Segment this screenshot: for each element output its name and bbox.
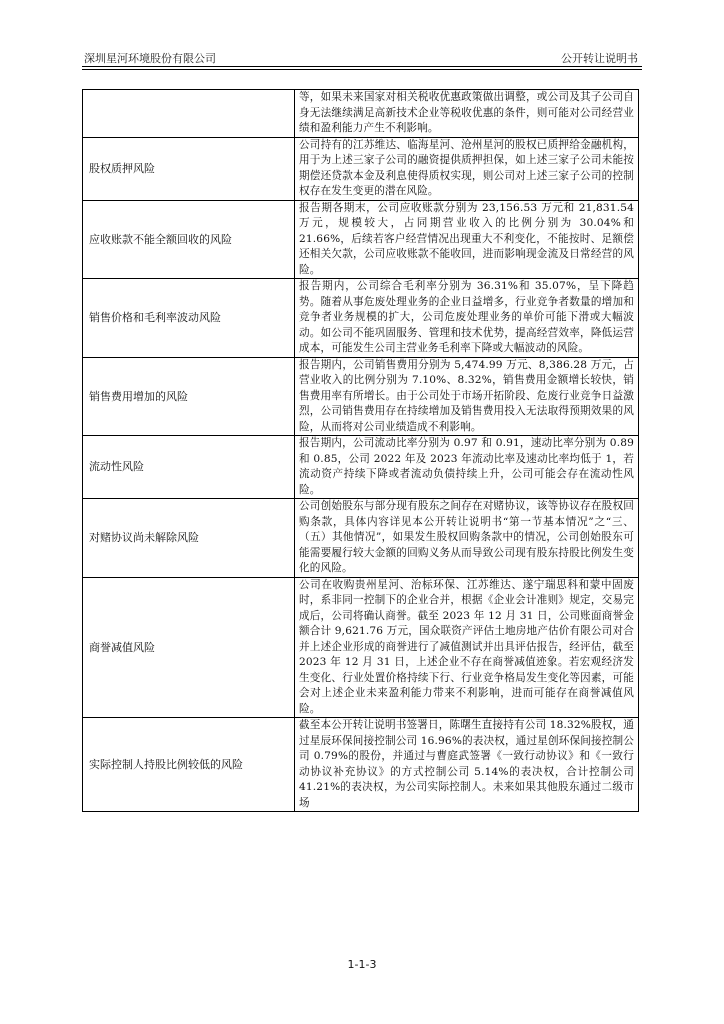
table-row xyxy=(83,90,639,138)
risk-name-cell: 对赌协议尚未解除风险 xyxy=(83,499,295,578)
risk-description-cell: 报告期内，公司流动比率分别为 0.97 和 0.91，速动比率分别为 0.89 和 0.85，公司 2022 年及 2023 年流动比率及速动比率均低于 1，若流动资产持续下降或者流动负债持续上升，公司可能会存在流动性风险。 xyxy=(295,436,639,499)
table-row xyxy=(83,279,639,358)
risk-description-cell: 报告期内，公司综合毛利率分别为 36.31%和 35.07%，呈下降趋势。随着从事危废处理业务的企业日益增多，行业竞争者数量的增加和竞争者业务规模的扩大，公司危废处理业务的单价可能下滑或大幅波动。如公司不能巩固服务、管理和技术优势，提高经营效率，降低运营成本，可能发生公司主营业务毛利率下降或大幅波动的风险。 xyxy=(295,279,639,358)
risk-description-cell: 等，如果未来国家对相关税收优惠政策做出调整，或公司及其子公司自身无法继续满足高新技术企业等税收优惠的条件，则可能对公司经营业绩和盈利能力产生不利影响。 xyxy=(295,90,639,138)
risk-factor-table xyxy=(82,89,639,812)
risk-description-cell: 公司在收购贵州星河、治标环保、江苏维达、遂宁瑞思科和蒙中固废时，系非同一控制下的企业合并，根据《企业会计准则》规定，交易完成后，公司将确认商誉。截至 2023 年 12 月 31 日，公司账面商誉金额合计 9,621.76 万元，国众联资产评估土地房地产估价有限公司对合并上述企业形成的商誉进行了减值测试并出具评估报告，经评估，截至 2023 年 12 月 31 日，上述企业不存在商誉减值迹象。若宏观经济发生变化、行业处置价格持续下行、行业竞争格局发生变化等因素，可能会对上述企业未来盈利能力带来不利影响，进而可能存在商誉减值风险。 xyxy=(295,577,639,718)
risk-description-cell: 截至本公开转让说明书签署日，陈曙生直接持有公司 18.32%股权，通过星辰环保间接控制公司 16.96%的表决权，通过星创环保间接控制公司 0.79%的股份，并通过与曹庭武签署《一致行动协议》和《一致行动协议补充协议》的方式控制公司 5.14%的表决权，合计控制公司 41.21%的表决权，为公司实际控制人。未来如果其他股东通过二级市场 xyxy=(295,718,639,812)
risk-name-cell: 应收账款不能全额回收的风险 xyxy=(83,200,295,279)
risk-name-cell: 流动性风险 xyxy=(83,436,295,499)
risk-name-cell: 股权质押风险 xyxy=(83,137,295,200)
risk-name-cell: 商誉减值风险 xyxy=(83,577,295,718)
header-rule-thin xyxy=(82,66,642,67)
table-row xyxy=(83,357,639,436)
risk-description-cell: 报告期各期末，公司应收账款分别为 23,156.53 万元和 21,831.54 万元，规模较大，占同期营业收入的比例分别为 30.04%和 21.66%，后续若客户经营情况出现重大不利变化，不能按时、足额偿还相关欠款，公司应收账款不能收回，进而影响现金流及日常经营的风险。 xyxy=(295,200,639,279)
table-row xyxy=(83,499,639,578)
risk-name-cell: 销售费用增加的风险 xyxy=(83,357,295,436)
table-row xyxy=(83,436,639,499)
header-rule-thick xyxy=(82,69,642,70)
table-row xyxy=(83,137,639,200)
table-row xyxy=(83,577,639,718)
risk-name-cell xyxy=(83,90,295,138)
header-company-name: 深圳星河环境股份有限公司 xyxy=(84,52,216,65)
page-number: 1-1-3 xyxy=(347,958,377,971)
risk-description-cell: 公司创始股东与部分现有股东之间存在对赌协议，该等协议存在股权回购条款，具体内容详见本公开转让说明书“第一节基本情况”之“三、（五）其他情况”，如果发生股权回购条款中的情况，公司创始股东可能需要履行较大金额的回购义务从而导致公司现有股东持股比例发生变化的风险。 xyxy=(295,499,639,578)
risk-description-cell: 公司持有的江苏维达、临海星河、沧州星河的股权已质押给金融机构，用于为上述三家子公司的融资提供质押担保，如上述三家子公司未能按期偿还贷款本金及利息使得质权实现，则公司对上述三家子公司的控制权存在发生变更的潜在风险。 xyxy=(295,137,639,200)
header-document-title: 公开转让说明书 xyxy=(561,52,638,65)
table-row xyxy=(83,718,639,812)
risk-name-cell: 实际控制人持股比例较低的风险 xyxy=(83,718,295,812)
risk-description-cell: 报告期内，公司销售费用分别为 5,474.99 万元、8,386.28 万元，占营业收入的比例分别为 7.10%、8.32%，销售费用金额增长较快，销售费用率有所增长。由于公司处于市场开拓阶段、危废行业竞争日益激烈，公司销售费用存在持续增加及销售费用投入无法取得预期效果的风险，从而将对公司业绩造成不利影响。 xyxy=(295,357,639,436)
table-row xyxy=(83,200,639,279)
risk-name-cell: 销售价格和毛利率波动风险 xyxy=(83,279,295,358)
